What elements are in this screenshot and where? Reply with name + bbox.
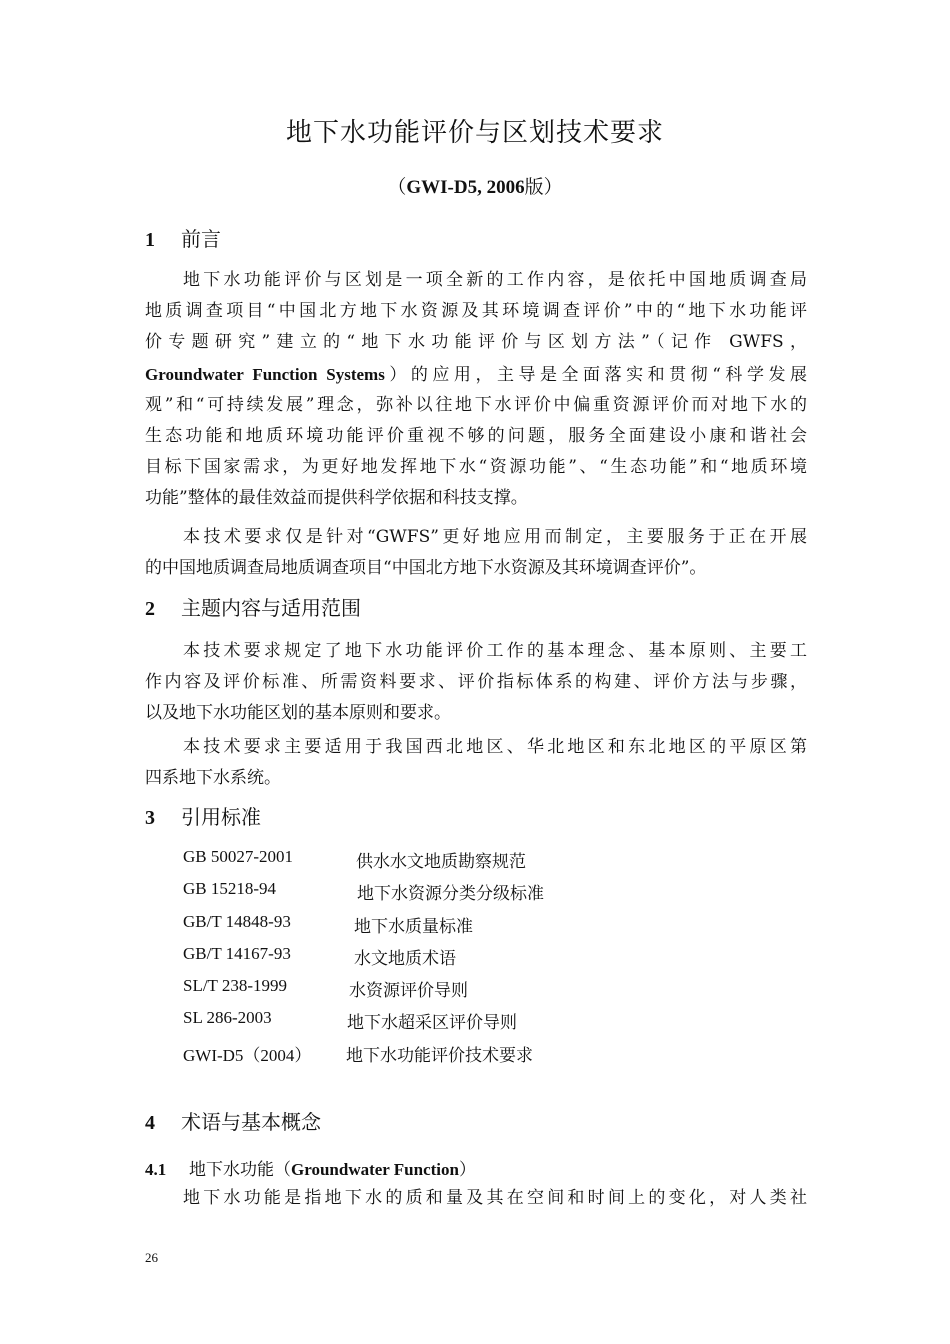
section-2-heading [145,592,361,621]
section-title: 前言 [181,227,221,251]
reference-item [183,976,468,1008]
text-line: 作内容及评价标准、所需资料要求、评价指标体系的构建、评价方法与步骤， [145,672,807,693]
reference-code: GB 50027-2001 [183,847,294,866]
reference-item [183,1008,517,1040]
text-line: 本技术要求规定了地下水功能评价工作的基本理念、基本原则、主要工 [183,641,807,661]
reference-code: GB/T 14848-93 [183,911,291,931]
section-1-paragraph-1 [145,265,807,515]
subsection-number: 4.1 [145,1160,167,1179]
section-1-paragraph-2 [145,522,807,584]
reference-list [183,847,544,1073]
section-2-paragraph-1 [145,636,807,730]
document-title: 地下水功能评价与区划技术要求 [285,118,664,148]
reference-item [183,943,456,976]
text-line: 目标下国家需求，为更好地发挥地下水“资源功能”、“生态功能”和“地质环境 [145,457,807,478]
reference-name: 地下水功能评价技术要求 [346,1045,533,1066]
section-title: 引用标准 [181,805,261,829]
section-number: 3 [145,807,155,829]
text-line-rest: ）的应用，主导是全面落实和贯彻“科学发展 [384,364,807,385]
reference-code: GB/T 14167-93 [183,943,291,963]
page-number: 26 [145,1250,158,1265]
section-1-heading [145,223,221,252]
section-number: 4 [145,1112,155,1134]
reference-item [183,847,526,879]
section-4-1-paragraph [145,1183,807,1214]
subsection-close-paren: ） [458,1160,476,1180]
text-line: 观”和“可持续发展”理念，弥补以往地下水评价中偏重资源评价而对地下水的 [145,394,807,415]
text-line-bold-start [145,359,807,390]
text-line: 价专题研究”建立的“地下水功能评价与区划方法”（记作 GWFS， [145,332,807,353]
text-line: 生态功能和地质环境功能评价重视不够的问题，服务全面建设小康和谐社会 [145,425,807,446]
reference-name: 地下水质量标准 [354,916,473,937]
bold-term: Groundwater Function Systems [145,364,385,384]
document-subtitle [0,172,950,199]
section-4-heading [145,1106,321,1135]
text-line: 地下水功能是指地下水的质和量及其在空间和时间上的变化，对人类社 [183,1188,807,1208]
text-line: 本技术要求仅是针对“GWFS”更好地应用而制定，主要服务于正在开展 [183,527,807,547]
section-title: 主题内容与适用范围 [181,596,361,620]
reference-code: SL 286-2003 [183,1008,272,1028]
section-title: 术语与基本概念 [181,1110,321,1134]
subtitle-open-paren: （ [387,176,407,198]
subsection-label: 地下水功能（ [189,1160,291,1180]
reference-code: GB 15218-94 [183,879,277,899]
section-3-heading [145,801,261,830]
text-line: 地质调查项目“中国北方地下水资源及其环境调查评价”中的“地下水功能评 [145,301,807,322]
text-line: 以及地下水功能区划的基本原则和要求。 [145,703,451,724]
text-line: 本技术要求主要适用于我国西北地区、华北地区和东北地区的平原区第 [183,737,807,757]
section-number: 1 [145,229,155,251]
reference-item [183,911,473,944]
section-number: 2 [145,598,155,620]
reference-name: 地下水超采区评价导则 [347,1013,517,1034]
reference-name: 地下水资源分类分级标准 [357,884,544,905]
section-2-paragraph-2 [145,732,807,794]
subtitle-rest: 版） [524,176,563,198]
text-line: 地下水功能评价与区划是一项全新的工作内容，是依托中国地质调查局 [183,270,807,290]
subtitle-code: GWI-D5, 2006 [406,177,525,198]
text-line: 功能”整体的最佳效益而提供科学依据和科技支撑。 [145,488,528,509]
reference-code: SL/T 238-1999 [183,976,288,996]
reference-item [183,1041,533,1073]
reference-name: 水资源评价导则 [349,981,468,1002]
text-line: 的中国地质调查局地质调查项目“中国北方地下水资源及其环境调查评价”。 [145,558,707,579]
subsection-4-1-heading [145,1155,476,1180]
reference-item [183,879,544,911]
reference-code: GWI-D5（2004） [183,1045,312,1065]
reference-name: 水文地质术语 [354,948,456,969]
text-line: 四系地下水系统。 [145,768,281,789]
subsection-english-term: Groundwater Function [291,1160,459,1179]
reference-name: 供水水文地质勘察规范 [356,852,526,872]
